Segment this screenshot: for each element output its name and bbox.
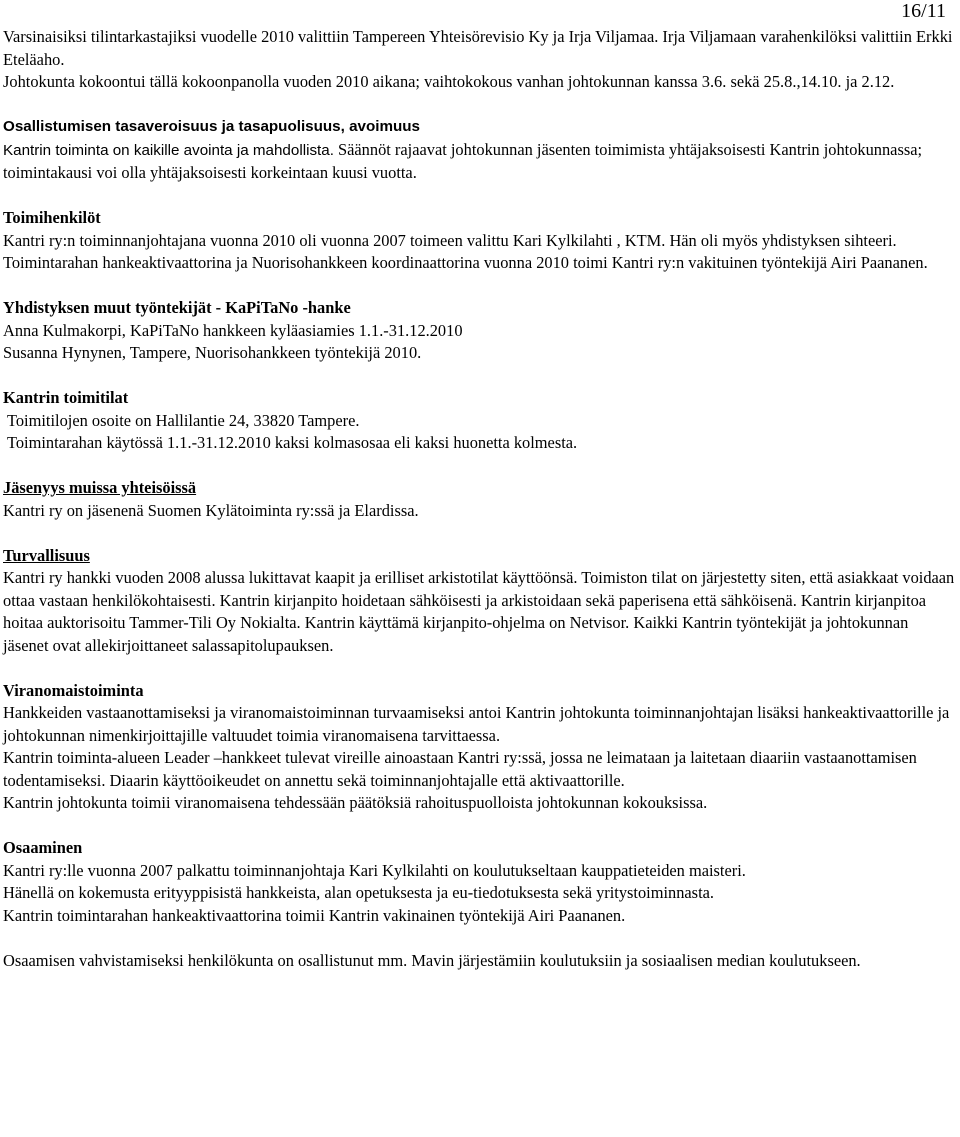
section-text-jasenyys: Kantri ry on jäsenenä Suomen Kylätoiminta ry:ssä ja Elardissa.	[3, 500, 419, 520]
employee-line-1: Anna Kulmakorpi, KaPiTaNo hankkeen kyläasiamies 1.1.-31.12.2010	[3, 320, 463, 340]
osaaminen-paragraph-1: Kantri ry:lle vuonna 2007 palkattu toiminnanjohtaja Kari Kylkilahti on koulutukseltaan kauppatieteiden maisteri.	[3, 860, 746, 880]
section-text-osallistuminen	[3, 139, 955, 185]
osallistuminen-text-sans: Kantrin toiminta on kaikille avointa ja mahdollista.	[3, 141, 334, 159]
section-heading-turvallisuus: Turvallisuus	[3, 545, 90, 565]
page-number: 16/11	[901, 0, 946, 22]
employee-line-2: Susanna Hynynen, Tampere, Nuorisohankkeen työntekijä 2010.	[3, 343, 422, 362]
osallistuminen-text-serif: Säännöt rajaavat johtokunnan jäsenten toimimista yhtäjaksoisesti Kantrin johtokunnassa; toimintakausi voi olla yhtäjaksoisesti korkeintaan kuusi vuotta.	[3, 139, 923, 182]
section-text-toimihenkilot: Kantri ry:n toiminnanjohtajana vuonna 2010 oli vuonna 2007 toimeen valittu Kari Kylkilahti , KTM. Hän oli myös yhdistyksen sihteeri. Toimintarahan hankeaktivaattorina ja Nuorisohankkeen koordinaattorina vuonna 2010 toimi Kantri ry:n vakituinen työntekijä Airi Paananen.	[3, 230, 928, 272]
intro-paragraph-meetings: Johtokunta kokoontui tällä kokoonpanolla vuoden 2010 aikana; vaihtokokous vanhan johtokunnan kanssa 3.6. sekä 25.8.,14.10. ja 2.12.	[3, 72, 895, 91]
viranomaistoiminta-paragraph-3: Kantrin johtokunta toimii viranomaisena tehdessään päätöksiä rahoituspuolloista johtokunnan kokouksissa.	[3, 793, 708, 812]
premises-line-1: Toimitilojen osoite on Hallilantie 24, 33820 Tampere.	[7, 410, 360, 430]
section-heading-jasenyys: Jäsenyys muissa yhteisöissä	[3, 478, 197, 497]
section-heading-osaaminen: Osaaminen	[3, 838, 83, 857]
section-heading-toimitilat: Kantrin toimitilat	[3, 388, 129, 407]
intro-paragraph-auditors: Varsinaisiksi tilintarkastajiksi vuodelle 2010 valittiin Tampereen Yhteisörevisio Ky ja Irja Viljamaa. Irja Viljamaan varahenkilöksi valittiin Erkki Eteläaho.	[3, 27, 953, 69]
premises-line-2: Toimintarahan käytössä 1.1.-31.12.2010 kaksi kolmasosaa eli kaksi huonetta kolmesta.	[7, 433, 578, 452]
viranomaistoiminta-paragraph-2: Kantrin toiminta-alueen Leader –hankkeet tulevat vireille ainoastaan Kantri ry:ssä, jossa ne leimataan ja laitetaan diaariin vastaanottamisen todentamiseksi. Diaarin käyttöoikeudet on annettu sekä toiminnanjohtajalle että aktivaattorille.	[3, 748, 917, 790]
document-body	[3, 26, 955, 972]
osaaminen-paragraph-2: Hänellä on kokemusta erityyppisistä hankkeista, alan opetuksesta ja eu-tiedotuksesta sekä yritystoiminnasta.	[3, 883, 714, 902]
section-text-turvallisuus: Kantri ry hankki vuoden 2008 alussa lukittavat kaapit ja erilliset arkistotilat käyttöönsä. Toimiston tilat on järjestetty siten, että asiakkaat voidaan ottaa vastaan henkilökohtaisesti. Kantrin kirjanpito hoidetaan sähköisesti ja arkistoidaan sekä paperisena että sähköisenä. Kantrin kirjanpitoa hoitaa auktorisoitu Tammer-Tili Oy Nokialta. Kantrin käyttämä kirjanpito-ohjelma on Netvisor. Kaikki Kantrin työntekijät ja johtokunnan jäsenet ovat allekirjoittaneet salassapitolupauksen.	[3, 568, 955, 655]
section-heading-osallistuminen: Osallistumisen tasaveroisuus ja tasapuolisuus, avoimuus	[3, 118, 420, 135]
viranomaistoiminta-paragraph-1: Hankkeiden vastaanottamiseksi ja viranomaistoiminnan turvaamiseksi antoi Kantrin johtokunta toiminnanjohtajan lisäksi hankeaktivaattorille ja johtokunnan nimenkirjoittajille valtuudet toimia viranomaisena tarvittaessa.	[3, 703, 950, 745]
section-heading-toimihenkilot: Toimihenkilöt	[3, 208, 101, 227]
section-heading-viranomaistoiminta: Viranomaistoiminta	[3, 680, 144, 700]
section-heading-muut-tyontekijat: Yhdistyksen muut työntekijät - KaPiTaNo -hanke	[3, 298, 351, 317]
osaaminen-paragraph-3: Kantrin toimintarahan hankeaktivaattorina toimii Kantrin vakinainen työntekijä Airi Paananen.	[3, 905, 626, 925]
osaaminen-paragraph-4: Osaamisen vahvistamiseksi henkilökunta on osallistunut mm. Mavin järjestämiin koulutuksiin ja sosiaalisen median koulutukseen.	[3, 950, 861, 970]
